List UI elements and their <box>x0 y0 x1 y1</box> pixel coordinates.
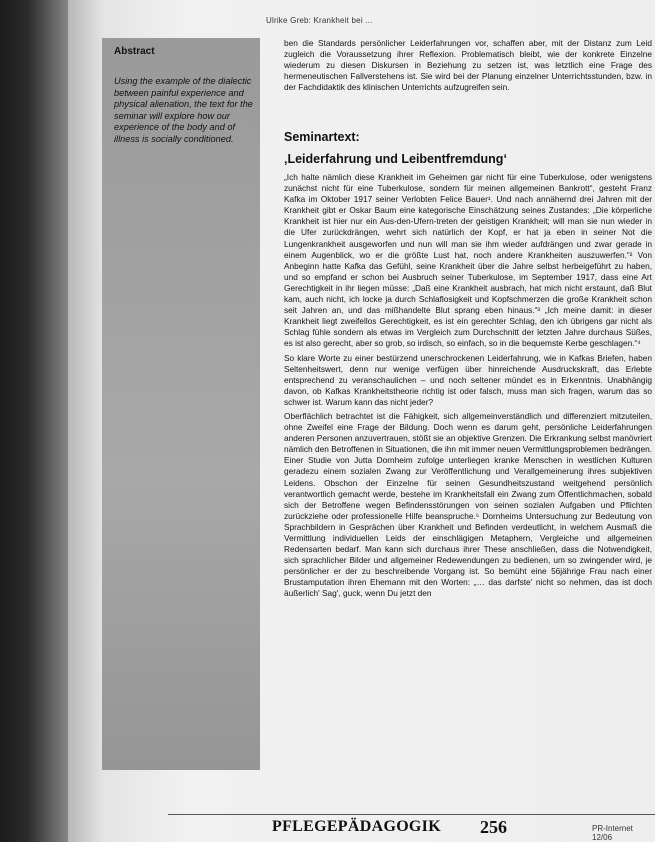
body-paragraph-3: Oberflächlich betrachtet ist die Fähigkeit, sich allgemeinverständlich und differenziert mitzuteilen, ohne Zweifel eine Frage der Bildung. Doch wenn es darum geht, persönliche Leiderfahrungen anderen Personen anzuvertrauen, stößt sie an objektive Grenzen. Die Erkrankung selbst manövriert nämlich den Betroffenen in Situationen, die ihn mit immer neuen Vermittlungsproblemen bedrängen. Einer Studie von Jutta Dornheim zufolge unterliegen kranke Menschen in westlichen Kulturen geradezu einem sozialen Zwang zur Veröffentlichung und Verallgemeinerung ihres subjektiven Leidens. Obschon der Einzelne für seinen Gesundheitszustand weitgehend persönlich verantwortlich gemacht werde, bestehe im Krankheitsfall ein Zwang zum Öffentlichmachen, sobald sich der Betroffene wegen Befindensstörungen von seinen sozialen Aufgaben und Pflichten zurückziehe oder professionelle Hilfe beanspruche.⁵ Dornheims Untersuchung zur Bedeutung von Sprachbildern in Gesprächen über Krankheit und Befinden verdeutlicht, in welchem Ausmaß die Vermittlung individuellen Leids der einschlägigen Metaphern, Vergleiche und allgemeinen Redensarten bedarf. Man kann sich durchaus ihrer These anschließen, dass die Notwendigkeit, sich sprachlicher Bilder und allgemeiner Redewendungen zu bedienen, um so zwingender wird, je persönlicher er der zu beschreibende Vorgang ist. So bemüht eine 56jährige Frau nach einer Brustamputation ihren Ehemann mit den Worten: „… das darfste' nicht so nehmen, das ist doch äußerlich' Sag', guck, wenn Du jetzt den <box>284 410 652 599</box>
intro-paragraph: ben die Standards persönlicher Leiderfahrungen vor, schaffen aber, mit der Distanz zum Leid zugleich die Voraussetzung ihrer Reflexion. Problematisch bleibt, wie der konkrete Einzelne wiederum zu diesen Diskursen in Beziehung zu setzen ist, was letztlich eine Frage des hermeneutischen Fallverstehens ist. Sie wird bei der Planung einzelner Unterrichtsstunden, bzw. in der Fachdidaktik des klinischen Unterrichts aufzugreifen sein. <box>284 38 652 93</box>
abstract-text: Using the example of the dialectic between painful experience and physical alienation, the text for the seminar will explore how our experience of the body and of illness is socially conditioned. <box>114 76 253 144</box>
book-spine-shadow <box>0 0 70 842</box>
body-text <box>284 172 652 603</box>
issue-label: PR-Internet 12/06 <box>592 824 633 842</box>
body-paragraph-1: „Ich halte nämlich diese Krankheit im Geheimen gar nicht für eine Tuberkulose, oder wenigstens zunächst nicht für eine Tuberkulose, sondern für meinen allgemeinen Bankrott“, gesteht Franz Kafka im Oktober 1917 seiner Verlobten Felice Bauer¹. Und nach annähernd drei Jahren mit der Krankheit gibt er Oskar Baum eine kategorische Einschätzung seines Zustandes: „Die körperliche Krankheit ist hier nur ein Aus-den-Ufern-treten der geistigen Krankheit; will man sie nun wieder in die Ufer zurückdrängen, wehrt sich natürlich der Kopf, er hat ja eben in seiner Not die Lungenkrankheit ausgeworfen und nun will man sie ihm wieder aufdrängen und zwar gerade in einem Augenblick, wo er die größte Lust hat, noch andere Krankheiten auszuwerfen.“² Von Anbeginn hatte Kafka das Gefühl, seine Krankheit über die Jahre selbst herbeigeführt zu haben, und so empfand er schon bei Ausbruch seiner Tuberkulose, im September 1917, dass eine Art Gerechtigkeit in ihr liegen müsse: „Daß eine Krankheit ausbrach, hat mich nicht erstaunt, daß Blut kam, auch nicht, ich locke ja durch Schlaflosigkeit und Kopfschmerzen die große Krankheit schon seit Jahren an, und das mißhandelte Blut sprang eben hinaus.“³ „Ich meine damit: in dieser Krankheit liegt zweifellos Gerechtigkeit, es ist ein gerechter Schlag, den ich übrigens gar nicht als Schlag fühle sondern als etwas im Vergleich zum Durchschnitt der letzten Jahre durchaus Süßes, es ist also gerecht, aber so grob, so irdisch, so einfach, so in die bequemste Kerbe geschlagen.“⁴ <box>284 172 652 349</box>
seminar-label: Seminartext: <box>284 130 360 144</box>
page-number: 256 <box>480 817 507 837</box>
seminar-title: ‚Leiderfahrung und Leibentfremdung‘ <box>284 152 507 166</box>
abstract-title: Abstract <box>114 46 155 57</box>
footer-rule <box>168 814 655 815</box>
journal-title: PFLEGEPÄDAGOGIK <box>272 818 441 835</box>
running-head: Ulrike Greb: Krankheit bei ... <box>266 16 373 25</box>
intro-paragraph-block <box>284 38 652 96</box>
book-page <box>68 0 655 842</box>
abstract-sidebar <box>102 38 260 770</box>
body-paragraph-2: So klare Worte zu einer bestürzend unerschrockenen Leiderfahrung, wie in Kafkas Briefen, haben Seltenheitswert, denn nur wenige verfügen über hinreichende Ausdruckskraft, das Erlebte entsprechend zu veranschaulichen – und noch seltener mündet es in Erkenntnis. Unabhängig davon, ob Kafkas Krankheitstheorie richtig ist oder falsch, muss man sich fragen, warum das so schwer ist. Warum kann das nicht jeder? <box>284 352 652 407</box>
